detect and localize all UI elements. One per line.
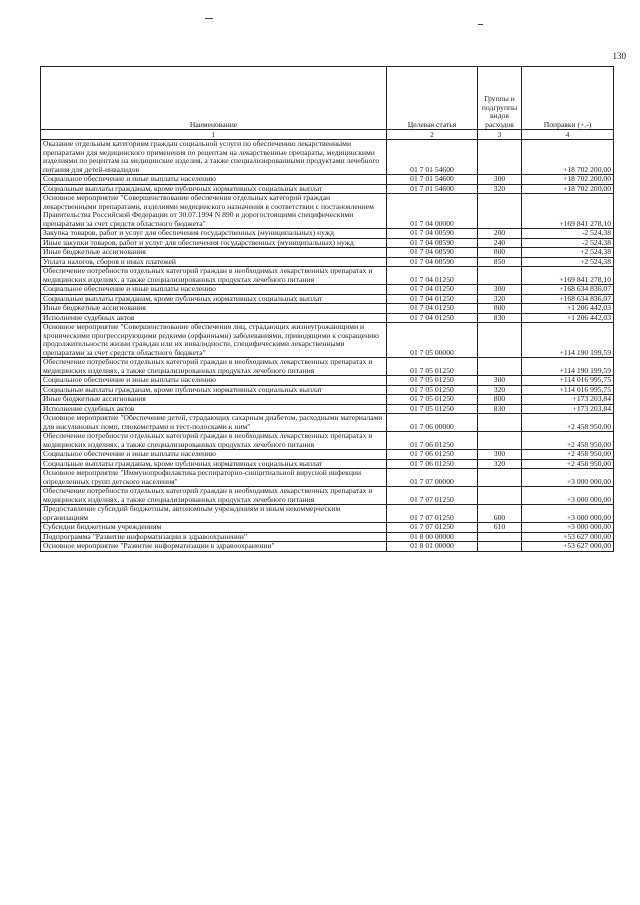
row-group-code: [478, 267, 522, 285]
row-target-code: 01 7 04 00590: [387, 248, 478, 258]
row-name: Подпрограмма "Развитие информатизации в здравоохранении": [41, 532, 387, 542]
row-group-code: 320: [478, 385, 522, 395]
row-target-code: 01 7 04 01250: [387, 304, 478, 314]
row-amendment: +2 458 950,00: [522, 432, 614, 450]
row-name: Закупка товаров, работ и услуг для обеспечения государственных (муниципальных) нужд: [41, 229, 387, 239]
row-group-code: 300: [478, 175, 522, 185]
row-group-code: 610: [478, 523, 522, 533]
row-group-code: [478, 140, 522, 175]
row-name: Субсидии бюджетным учреждениям: [41, 523, 387, 533]
row-group-code: 200: [478, 229, 522, 239]
row-amendment: +53 627 000,00: [522, 542, 614, 552]
row-name: Основное мероприятие "Иммунопрофилактика респираторно-синцитиальной вирусной инфекции определенных групп детского населения": [41, 469, 387, 487]
row-amendment: +168 634 836,07: [522, 285, 614, 295]
table-row: [41, 487, 614, 505]
row-name: Обеспечение потребности отдельных категорий граждан в необходимых лекарственных препаратах и медицинских изделиях, а также специализированных продуктах лечебного питания: [41, 487, 387, 505]
row-group-code: 800: [478, 304, 522, 314]
table-row: [41, 229, 614, 239]
column-number: 2: [387, 130, 478, 140]
row-group-code: [478, 194, 522, 229]
table-row: [41, 194, 614, 229]
row-amendment: +168 634 836,07: [522, 294, 614, 304]
row-name: Исполнение судебных актов: [41, 404, 387, 414]
table-row: [41, 523, 614, 533]
row-group-code: [478, 487, 522, 505]
table-row: [41, 175, 614, 185]
row-group-code: 300: [478, 376, 522, 386]
table-row: [41, 450, 614, 460]
row-amendment: +2 524,38: [522, 248, 614, 258]
row-name: Иные закупки товаров, работ и услуг для обеспечения государственных (муниципальных) нужд: [41, 238, 387, 248]
table-row: [41, 323, 614, 358]
row-target-code: 01 7 01 54600: [387, 184, 478, 194]
table-row: [41, 304, 614, 314]
row-name: Социальные выплаты гражданам, кроме публичных нормативных социальных выплат: [41, 385, 387, 395]
row-name: Социальное обеспечение и иные выплаты населению: [41, 376, 387, 386]
row-target-code: 01 7 05 01250: [387, 385, 478, 395]
table-row: [41, 358, 614, 376]
row-group-code: 800: [478, 248, 522, 258]
row-target-code: 01 7 04 00590: [387, 238, 478, 248]
row-target-code: 01 7 01 54600: [387, 140, 478, 175]
row-group-code: 300: [478, 285, 522, 295]
row-group-code: 830: [478, 404, 522, 414]
row-name: Социальные выплаты гражданам, кроме публичных нормативных социальных выплат: [41, 459, 387, 469]
column-number: 4: [522, 130, 614, 140]
row-amendment: +18 702 200,00: [522, 140, 614, 175]
table-row: [41, 395, 614, 405]
row-amendment: +114 016 995,75: [522, 385, 614, 395]
row-name: Социальное обеспечение и иные выплаты населению: [41, 285, 387, 295]
row-name: Основное мероприятие "Совершенствование обеспечения отдельных категорий граждан лекарственными препаратами, изделиями медицинского назначения в соответствии с постановлением Правительства Российской Федерации от 30.07.1994 N 890 и дорогостоящими специфическими препаратами за счет средств областного бюджета": [41, 194, 387, 229]
table-row: [41, 248, 614, 258]
header-group: Группы и подгруппы видов расходов: [478, 67, 522, 130]
header-target: Целевая статья: [387, 67, 478, 130]
row-name: Обеспечение потребности отдельных категорий граждан в необходимых лекарственных препаратах и медицинских изделиях, а также специализированных продуктах лечебного питания: [41, 267, 387, 285]
row-name: Социальное обеспечение и иные выплаты населению: [41, 175, 387, 185]
budget-table: [40, 66, 614, 552]
row-group-code: 800: [478, 395, 522, 405]
row-amendment: +2 458 950,00: [522, 414, 614, 432]
row-name: Иные бюджетные ассигнования: [41, 248, 387, 258]
header-amendment: Поправки (+,-): [522, 67, 614, 130]
row-group-code: 320: [478, 184, 522, 194]
row-amendment: +169 841 278,10: [522, 267, 614, 285]
row-target-code: 01 7 04 01250: [387, 294, 478, 304]
row-amendment: +2 458 950,00: [522, 450, 614, 460]
row-group-code: 320: [478, 459, 522, 469]
row-amendment: +2 458 950,00: [522, 459, 614, 469]
row-target-code: 01 7 07 01250: [387, 505, 478, 523]
row-name: Оказание отдельным категориям граждан социальной услуги по обеспечению лекарственными препаратами для медицинского применения по рецептам на лекарственные препараты, медицинскими изделиями по рецептам на медицинские изделия, а также специализированными продуктами лечебного питания для детей-инвалидов: [41, 140, 387, 175]
row-amendment: +114 190 199,59: [522, 323, 614, 358]
row-amendment: +173 203,84: [522, 395, 614, 405]
row-target-code: 01 7 07 00000: [387, 469, 478, 487]
table-row: [41, 432, 614, 450]
row-target-code: 01 7 05 00000: [387, 323, 478, 358]
row-name: Иные бюджетные ассигнования: [41, 304, 387, 314]
row-target-code: 01 7 04 00590: [387, 229, 478, 239]
row-target-code: 01 7 01 54600: [387, 175, 478, 185]
column-number: 1: [41, 130, 387, 140]
row-group-code: [478, 542, 522, 552]
row-amendment: +3 000 000,00: [522, 505, 614, 523]
row-group-code: 300: [478, 450, 522, 460]
row-target-code: 01 7 06 01250: [387, 432, 478, 450]
row-amendment: +3 000 000,00: [522, 523, 614, 533]
row-amendment: +3 000 000,00: [522, 469, 614, 487]
row-group-code: 850: [478, 257, 522, 267]
row-amendment: +3 000 000,00: [522, 487, 614, 505]
row-name: Социальные выплаты гражданам, кроме публичных нормативных социальных выплат: [41, 184, 387, 194]
page-number: 130: [612, 51, 626, 61]
row-target-code: 01 7 07 01250: [387, 523, 478, 533]
row-group-code: [478, 532, 522, 542]
table-row: [41, 140, 614, 175]
table-row: [41, 376, 614, 386]
row-amendment: +114 190 199,59: [522, 358, 614, 376]
row-group-code: [478, 432, 522, 450]
table-row: [41, 285, 614, 295]
row-target-code: 01 7 05 01250: [387, 376, 478, 386]
table-row: [41, 469, 614, 487]
row-target-code: 01 8 01 00000: [387, 542, 478, 552]
row-target-code: 01 7 04 00000: [387, 194, 478, 229]
table-row: [41, 267, 614, 285]
row-target-code: 01 7 07 01250: [387, 487, 478, 505]
row-amendment: +169 841 278,10: [522, 194, 614, 229]
row-target-code: 01 7 04 01250: [387, 267, 478, 285]
row-amendment: +173 203,84: [522, 404, 614, 414]
table-header-row: [41, 67, 614, 130]
row-group-code: [478, 414, 522, 432]
row-target-code: 01 7 05 01250: [387, 358, 478, 376]
row-name: Основное мероприятие "Обеспечение детей, страдающих сахарным диабетом, расходными материалами для инсулиновых помп, глюкометрами и тест-полосками к ним": [41, 414, 387, 432]
row-target-code: 01 7 05 01250: [387, 404, 478, 414]
row-name: Обеспечение потребности отдельных категорий граждан в необходимых лекарственных препаратах и медицинских изделиях, а также специализированных продуктах лечебного питания: [41, 432, 387, 450]
row-amendment: +53 627 000,00: [522, 532, 614, 542]
row-amendment: -2 524,38: [522, 229, 614, 239]
row-target-code: 01 7 06 00000: [387, 414, 478, 432]
row-group-code: 600: [478, 505, 522, 523]
row-name: Иные бюджетные ассигнования: [41, 395, 387, 405]
row-target-code: 01 7 06 01250: [387, 459, 478, 469]
row-amendment: +1 206 442,03: [522, 313, 614, 323]
row-group-code: 830: [478, 313, 522, 323]
table-row: [41, 542, 614, 552]
row-group-code: [478, 358, 522, 376]
row-amendment: +2 524,38: [522, 257, 614, 267]
row-name: Обеспечение потребности отдельных категорий граждан в необходимых лекарственных препаратах и медицинских изделиях, а также специализированных продуктах лечебного питания: [41, 358, 387, 376]
row-name: Предоставление субсидий бюджетным, автономным учреждениям и иным некоммерческим организациям: [41, 505, 387, 523]
row-name: Основное мероприятие "Развитие информатизации в здравоохранении": [41, 542, 387, 552]
scan-artifact: [478, 24, 483, 25]
row-target-code: 01 7 04 00590: [387, 257, 478, 267]
row-amendment: +18 702 200,00: [522, 175, 614, 185]
column-number: 3: [478, 130, 522, 140]
row-amendment: -2 524,38: [522, 238, 614, 248]
row-amendment: +18 702 200,00: [522, 184, 614, 194]
row-group-code: [478, 469, 522, 487]
row-group-code: 240: [478, 238, 522, 248]
row-target-code: 01 7 04 01250: [387, 285, 478, 295]
row-target-code: 01 8 00 00000: [387, 532, 478, 542]
header-name: Наименование: [41, 67, 387, 130]
row-target-code: 01 7 05 01250: [387, 395, 478, 405]
row-name: Основное мероприятие "Совершенствование обеспечения лиц, страдающих жизнеугрожающими и хроническими прогрессирующими редкими (орфанными) заболеваниями, приводящими к сокращению продолжительности жизни граждан или их инвалидности, специфическими лекарственными препаратами за счет средств областного бюджета": [41, 323, 387, 358]
table-row: [41, 414, 614, 432]
row-target-code: 01 7 06 01250: [387, 450, 478, 460]
row-amendment: +114 016 995,75: [522, 376, 614, 386]
row-target-code: 01 7 04 01250: [387, 313, 478, 323]
scan-artifact: [205, 18, 213, 19]
row-amendment: +1 206 442,03: [522, 304, 614, 314]
row-name: Уплата налогов, сборов и иных платежей: [41, 257, 387, 267]
row-name: Социальные выплаты гражданам, кроме публичных нормативных социальных выплат: [41, 294, 387, 304]
row-name: Исполнение судебных актов: [41, 313, 387, 323]
column-number-row: [41, 130, 614, 140]
row-group-code: 320: [478, 294, 522, 304]
row-name: Социальное обеспечение и иные выплаты населению: [41, 450, 387, 460]
table-row: [41, 505, 614, 523]
row-group-code: [478, 323, 522, 358]
